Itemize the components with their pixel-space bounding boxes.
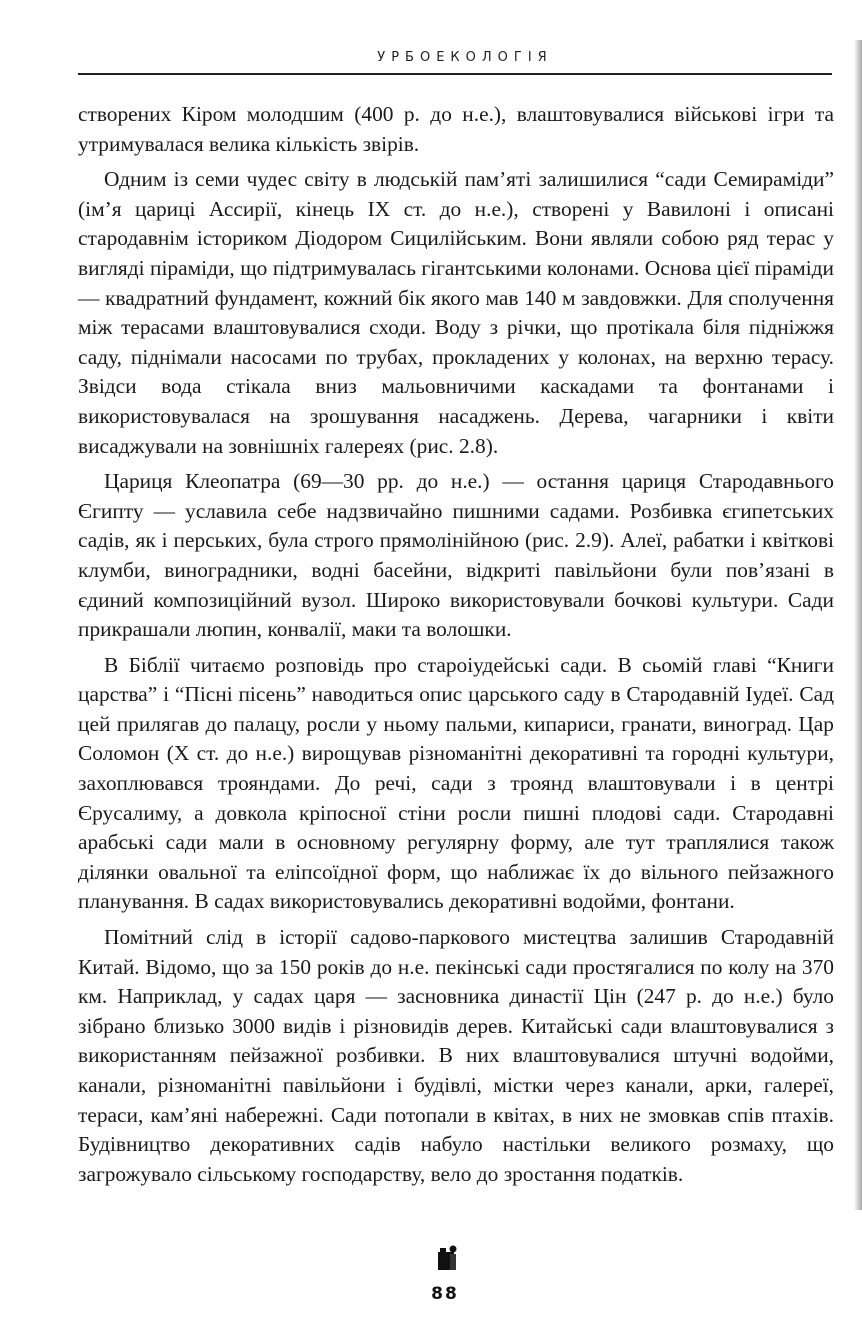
paragraph-2: Одним із семи чудес світу в людській пам’яті залишилися “сади Семираміди” (ім’я цариці Ассирії, кінець IX ст. до н.е.), створені у Вавилоні і описані стародавнім істориком Діодором Сицилійським. Вони являли собою ряд терас у вигляді піраміди, що підтримувалась гігантськими колонами. Основа цієї піраміди — квадратний фундамент, кожний бік якого мав 140 м завдовжки. Для сполучення між терасами влаштовувалися сходи. Воду з річки, що протікала біля підніжжя саду, піднімали насосами по трубах, прокладених у колонах, на верхню терасу. Звідси вода стікала вниз мальовничими каскадами та фонтанами і використовувалася на зрошування насаджень. Дерева, чагарники і квіти висаджували на зовнішніх галереях (рис. 2.8). — [78, 167, 834, 458]
page-edge-shadow — [854, 40, 862, 1210]
body-text — [78, 100, 834, 1195]
page-number: 88 — [431, 1284, 459, 1304]
book-ornament-icon — [436, 1244, 458, 1272]
paragraph-3: Цариця Клеопатра (69—30 рр. до н.е.) — остання цариця Стародавнього Єгипту — уславила себе надзвичайно пишними садами. Розбивка єгипетських садів, як і перських, була строго прямолінійною (рис. 2.9). Алеї, рабатки і квіткові клумби, виноградники, водні басейни, відкриті павільйони були пов’язані в єдиний композиційний вузол. Широко використовували бочкові культури. Сади прикрашали люпин, конвалії, маки та волошки. — [78, 469, 834, 642]
header-rule — [78, 73, 832, 75]
paragraph-5: Помітний слід в історії садово-паркового мистецтва залишив Стародавній Китай. Відомо, що за 150 років до н.е. пекінські сади простягалися по колу на 370 км. Наприклад, у садах царя — засновника династії Цін (247 р. до н.е.) було зібрано близько 3000 видів і різновидів дерев. Китайські сади влаштовувалися з використанням пейзажної розбивки. В них влаштовувалися штучні водойми, канали, різноманітні павільйони і будівлі, містки через канали, арки, галереї, тераси, кам’яні набережні. Сади потопали в квітах, в них не змовкав спів птахів. Будівництво декоративних садів набуло настільки великого розмаху, що загрожувало сільському господарству, вело до зростання податків. — [78, 925, 834, 1186]
paragraph-4: В Біблії читаємо розповідь про староіудейські сади. В сьомій главі “Книги царства” і “Пісні пісень” наводиться опис царського саду в Стародавній Іудеї. Сад цей прилягав до палацу, росли у ньому пальми, кипариси, гранати, виноград. Цар Соломон (X ст. до н.е.) вирощував різноманітні декоративні та городні культури, захоплювався трояндами. До речі, сади з троянд влаштовували і в центрі Єрусалиму, а довкола кріпосної стіни росли пишні плодові сади. Стародавні арабські сади мали в основному регулярну форму, але тут траплялися також ділянки овальної та еліпсоїдної форм, що наближає їх до вільного пейзажного планування. В садах використовувались декоративні водойми, фонтани. — [78, 652, 834, 914]
paragraph-1: створених Кіром молодшим (400 р. до н.е.), влаштовувалися військові ігри та утримувалася велика кількість звірів. — [78, 102, 834, 156]
running-header: УРБОЕКОЛОГІЯ — [377, 50, 553, 65]
